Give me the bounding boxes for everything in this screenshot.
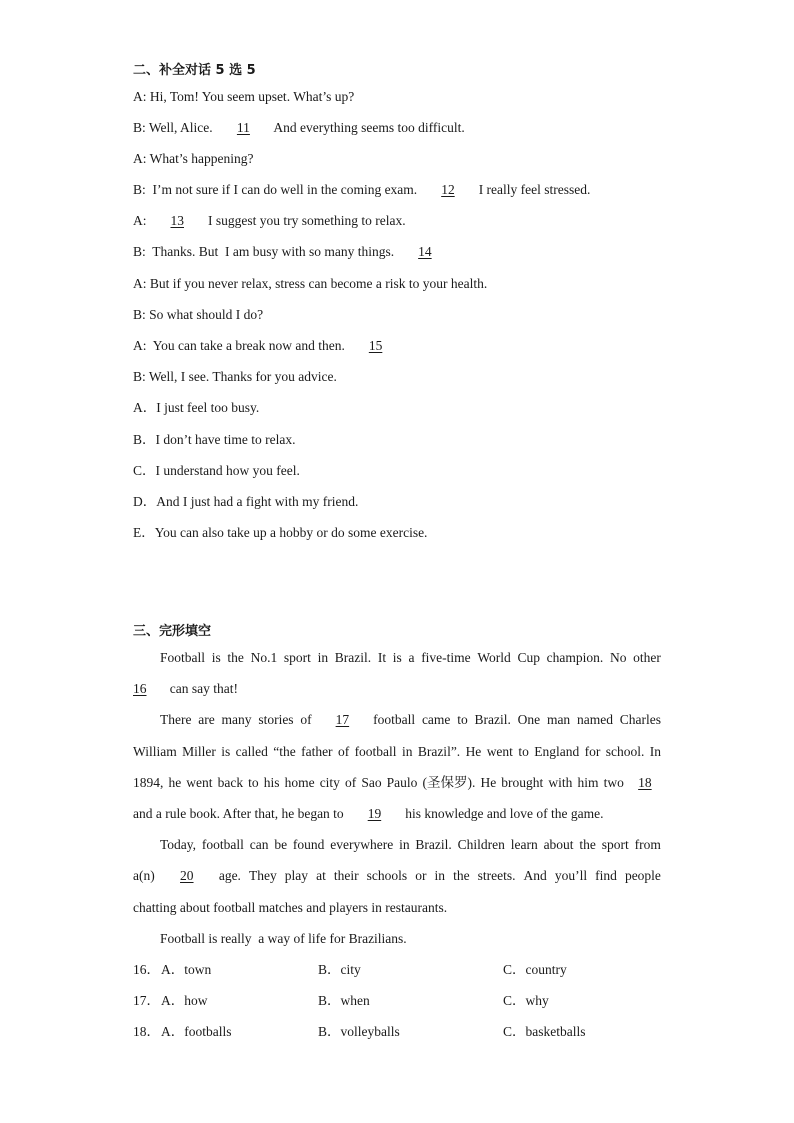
question-number: 18． [133,1024,160,1039]
word: World [477,650,511,665]
word: Brazil. [474,712,511,727]
dialogue-text: A: You can take a break now and then. [133,338,352,353]
word: football [354,744,397,759]
paragraph-text: Football is really a way of life for Brazilians. [160,931,407,946]
word: He [465,744,482,759]
blank-14[interactable]: 14 [418,244,432,259]
dialogue-text: B: So what should I do? [133,307,264,322]
word: Brazil. [415,837,452,852]
option-c[interactable]: C．I understand how you feel. [133,463,300,478]
dialogue-line [133,150,253,168]
word: He [480,775,497,790]
dialogue-line [133,119,465,137]
word: from [634,837,661,852]
word: sport [601,837,629,852]
word: in [317,650,329,665]
word: schools [366,868,408,883]
word: people [624,868,661,883]
question-number: 17． [133,993,160,1008]
word: father [301,744,333,759]
dialogue-text: B: Thanks. But I am busy with so many things. [133,244,401,259]
word: two [603,775,624,790]
word: a [408,650,415,665]
word: is [221,744,231,759]
word: a(n) [133,868,155,883]
word: Brazil”. [417,744,461,759]
dialogue-text: A: [133,213,154,228]
dialogue-line [133,212,406,230]
word: Sao [361,775,382,790]
word: sport [283,650,311,665]
dialogue-text: A: What’s happening? [133,151,254,166]
blank-17[interactable]: 17 [335,712,350,727]
word: “the [273,744,296,759]
word: Football [160,650,206,665]
dialogue-line [133,88,354,106]
word: football [201,837,244,852]
word: at [316,868,326,883]
option-b[interactable]: B．I don’t have time to relax. [133,432,296,447]
word: city [319,775,340,790]
word: went [486,744,513,759]
word: They [248,868,277,883]
word: about [543,837,574,852]
dialogue-line [133,181,590,199]
dialogue-text: And everything seems too difficult. [267,120,465,135]
word: (圣保罗). [422,775,476,790]
word: In [649,744,661,759]
paragraph-text: and a rule book. After that, he began to [133,806,351,821]
choice-a[interactable]: A．footballs [161,1024,232,1039]
word: to [457,712,468,727]
word: No [609,650,627,665]
choice-c[interactable]: C．why [503,993,549,1008]
word: other [633,650,661,665]
word: Miller [182,744,216,759]
word: with [548,775,573,790]
blank-19[interactable]: 19 [367,806,382,821]
word: his [263,775,280,790]
word: home [284,775,315,790]
word: everywhere [330,837,394,852]
word: be [274,837,288,852]
paragraph-line [160,649,661,667]
word: the [227,650,244,665]
option-e[interactable]: E．You can also take up a hobby or do some exercise. [133,525,428,540]
word: to [248,775,259,790]
dialogue-text: B: I’m not sure if I can do well in the coming exam. [133,182,424,197]
word: find [595,868,617,883]
word: for [584,744,601,759]
word: England [534,744,580,759]
choice-b[interactable]: B．city [318,962,361,977]
word: champion. [546,650,604,665]
paragraph-line [133,743,661,761]
choice-b[interactable]: B．when [318,993,370,1008]
word: the [453,868,470,883]
word: called [235,744,268,759]
word: Charles [619,712,661,727]
word: came [421,712,451,727]
choice-a[interactable]: A．town [161,962,212,977]
word: learn [510,837,538,852]
blank-11[interactable]: 11 [236,120,250,135]
blank-13[interactable]: 13 [170,213,184,228]
word: football [373,712,416,727]
word: named [576,712,613,727]
dialogue-line [133,337,400,355]
word: Paulo [386,775,418,790]
dialogue-text: A: But if you never relax, stress can become a risk to your health. [133,276,488,291]
word: play [284,868,309,883]
blank-15[interactable]: 15 [368,338,383,353]
word: of [345,775,357,790]
dialogue-text: I suggest you try something to relax. [201,213,406,228]
word: One [517,712,541,727]
dialogue-line [133,243,449,261]
blank-16[interactable]: 16 [133,681,147,696]
dialogue-text: I really feel stressed. [471,182,591,197]
dialogue-line [133,368,337,386]
word: Cup [517,650,540,665]
paragraph-line [133,774,661,792]
word: in [434,868,446,883]
word: stories [258,712,294,727]
paragraph-text: his knowledge and love of the game. [398,806,604,821]
paragraph-line [133,899,447,917]
paragraph-text: chatting about football matches and players in restaurants. [133,900,448,915]
choice-c[interactable]: C．basketballs [503,1024,586,1039]
word: five-time [421,650,471,665]
word: Brazil. [334,650,372,665]
blank-20[interactable]: 20 [180,868,194,883]
word: Children [457,837,505,852]
word: their [333,868,359,883]
word: man [546,712,571,727]
paragraph-line [133,680,238,698]
word: to [518,744,529,759]
dialogue-text: A: Hi, Tom! You seem upset. What’s up? [133,89,355,104]
word: age. [218,868,241,883]
word: brought [501,775,544,790]
word: school. [605,744,645,759]
question-number: 16． [133,962,160,977]
choice-a[interactable]: A．how [161,993,208,1008]
word: the [579,837,596,852]
choice-c[interactable]: C．country [503,962,567,977]
word: William [133,744,177,759]
paragraph-line [160,930,407,948]
paragraph-text: can say that! [163,681,238,696]
word: went [186,775,213,790]
dialogue-text: B: Well, Alice. [133,120,220,135]
word: in [401,744,413,759]
blank-18[interactable]: 18 [638,775,652,790]
word: he [168,775,182,790]
word: Today, [160,837,197,852]
paragraph-line [160,711,661,729]
word: in [399,837,410,852]
word: is [392,650,402,665]
word: It [377,650,387,665]
word: many [221,712,252,727]
word: of [337,744,350,759]
section-heading-cloze: 三、完形填空 [133,624,212,639]
blank-12[interactable]: 12 [441,182,455,197]
word: is [211,650,221,665]
option-d[interactable]: D．And I just had a fight with my friend. [133,494,359,509]
word: No.1 [250,650,278,665]
word: can [249,837,269,852]
word: are [198,712,215,727]
dialogue-text: B: Well, I see. Thanks for you advice. [133,369,337,384]
paragraph-line [133,805,604,823]
word: streets. [477,868,516,883]
option-a[interactable]: A．I just feel too busy. [133,400,260,415]
paragraph-line [160,836,661,854]
word: or [415,868,427,883]
word: found [292,837,325,852]
paragraph-line [133,867,661,885]
dialogue-line [133,275,487,293]
dialogue-line [133,306,263,324]
section-heading-dialogue: 二、补全对话 5 选 5 [133,63,256,78]
word: There [160,712,192,727]
choice-b[interactable]: B．volleyballs [318,1024,400,1039]
word: back [217,775,244,790]
word: you’ll [554,868,588,883]
word: 1894, [133,775,164,790]
word: And [523,868,547,883]
word: him [577,775,599,790]
word: of [300,712,312,727]
